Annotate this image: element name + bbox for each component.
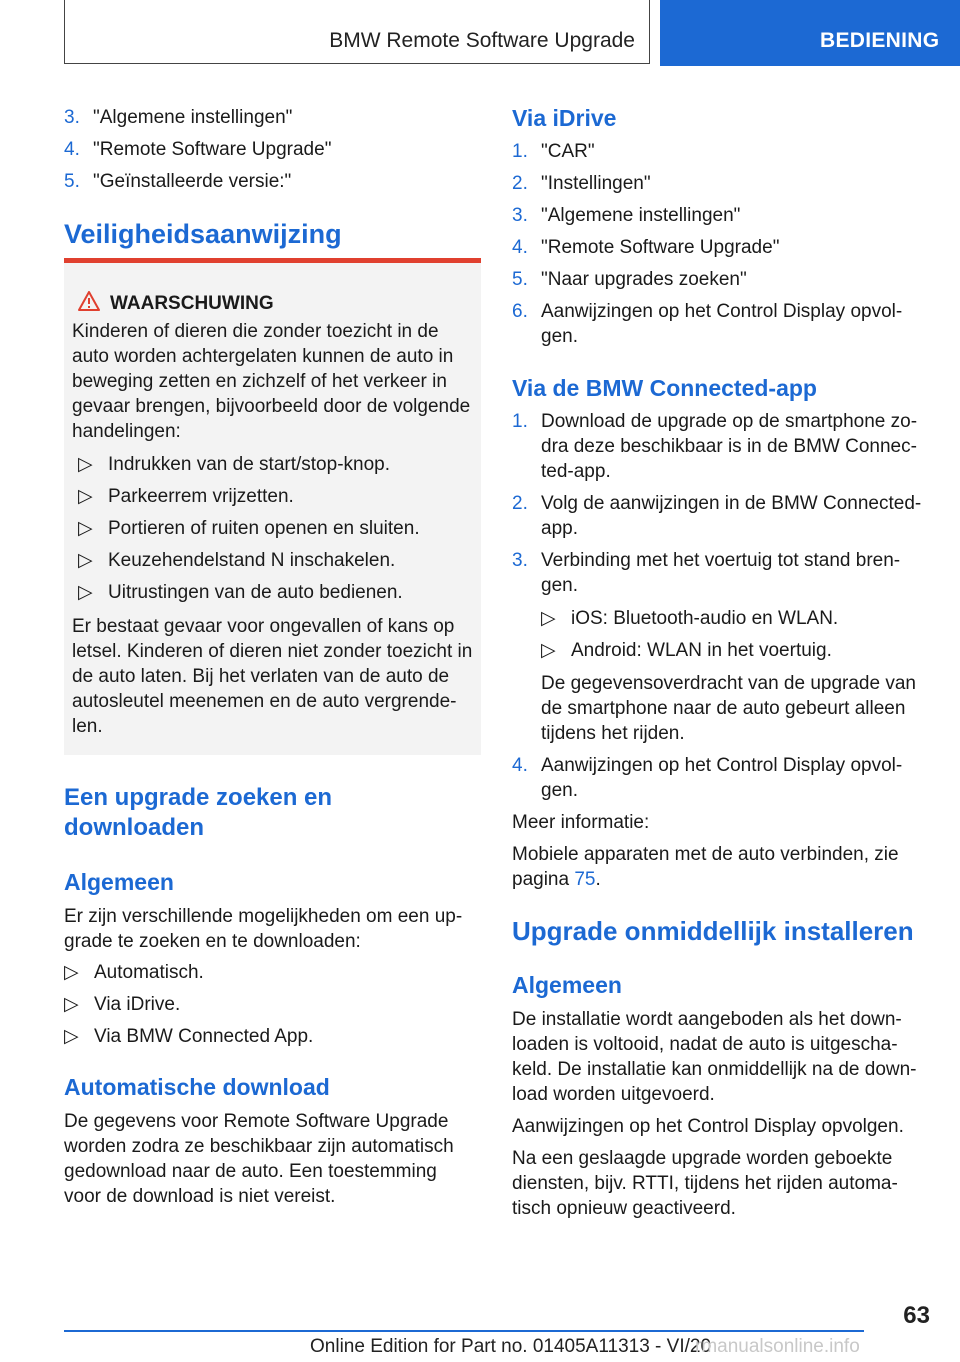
bullet-triangle-icon: ▷ xyxy=(78,454,93,475)
list-text: "Naar upgrades zoeken" xyxy=(541,269,747,290)
list-number: 2. xyxy=(512,493,528,514)
bullet-text: Parkeerrem vrijzetten. xyxy=(108,486,294,507)
warning-text-line: autosleutel meenemen en de auto vergrende- xyxy=(72,691,457,712)
list-text: Volg de aanwijzingen in de BMW Connected- xyxy=(541,493,922,514)
option-text: Via iDrive. xyxy=(94,994,181,1015)
bullet-triangle-icon: ▷ xyxy=(78,582,93,603)
page-header xyxy=(0,0,960,66)
bullet-text: iOS: Bluetooth-audio en WLAN. xyxy=(571,608,839,629)
bullet-triangle-icon: ▷ xyxy=(64,962,79,983)
install-text-line: loaden is voltooid, nadat de auto is uitgescha- xyxy=(512,1034,898,1055)
note-text-line: tijdens het rijden. xyxy=(541,723,685,744)
bullet-text: Keuzehendelstand N inschakelen. xyxy=(108,550,396,571)
list-number: 4. xyxy=(64,139,80,160)
warning-text-line: gevaar brengen, bijvoorbeeld door de volgende xyxy=(72,396,471,417)
auto-download-heading: Automatische download xyxy=(64,1074,330,1100)
bullet-triangle-icon: ▷ xyxy=(64,994,79,1015)
list-text: Aanwijzingen op het Control Display opvol- xyxy=(541,755,903,776)
header-title-box xyxy=(64,0,650,64)
warning-text-line: auto worden achtergelaten kunnen de auto in xyxy=(72,346,454,367)
list-text-continued: dra deze beschikbaar is in de BMW Connec- xyxy=(541,436,917,457)
warning-triangle-icon xyxy=(78,291,100,311)
auto-text-line: voor de download is niet vereist. xyxy=(64,1186,336,1207)
search-heading-line: downloaden xyxy=(64,814,204,841)
general-text-line: Er zijn verschillende mogelijkheden om een up- xyxy=(64,906,463,927)
general-text-line: grade te zoeken en te downloaden: xyxy=(64,931,361,952)
option-text: Via BMW Connected App. xyxy=(94,1026,314,1047)
bullet-text: Indrukken van de start/stop-knop. xyxy=(108,454,390,475)
footer-edition: Online Edition for Part no. 01405A11313 - VI/20 xyxy=(310,1336,712,1357)
list-text-continued: ted-app. xyxy=(541,461,611,482)
install-text-line: keld. De installatie kan onmiddellijk na de down- xyxy=(512,1059,917,1080)
install-text-line: Na een geslaagde upgrade worden geboekte xyxy=(512,1148,893,1169)
bullet-triangle-icon: ▷ xyxy=(78,486,93,507)
note-text-line: de smartphone naar de auto gebeurt alleen xyxy=(541,698,906,719)
install-heading: Upgrade onmiddellijk installeren xyxy=(512,916,914,946)
list-text: Verbinding met het voertuig tot stand bren- xyxy=(541,550,901,571)
bullet-triangle-icon: ▷ xyxy=(541,640,556,661)
list-text: Download de upgrade op de smartphone zo- xyxy=(541,411,918,432)
warning-title: WAARSCHUWING xyxy=(110,293,274,314)
bullet-triangle-icon: ▷ xyxy=(64,1026,79,1047)
warning-text-line: handelingen: xyxy=(72,421,181,442)
list-text-continued: app. xyxy=(541,518,578,539)
more-info-label: Meer informatie: xyxy=(512,812,650,833)
install-text-line: tisch opnieuw geactiveerd. xyxy=(512,1198,736,1219)
list-text: Aanwijzingen op het Control Display opvol- xyxy=(541,301,903,322)
install-text-line: diensten, bijv. RTTI, tijdens het rijden automa- xyxy=(512,1173,898,1194)
warning-text-line: beweging zetten en zichzelf of het verkeer in xyxy=(72,371,447,392)
warning-text-line: Er bestaat gevaar voor ongevallen of kans op xyxy=(72,616,455,637)
search-heading-line: Een upgrade zoeken en xyxy=(64,784,333,811)
page-ref-prefix: pagina xyxy=(512,869,575,890)
auto-text-line: worden zodra ze beschikbaar zijn automatisch xyxy=(64,1136,454,1157)
list-number: 3. xyxy=(512,550,528,571)
page-ref-suffix: . xyxy=(595,869,601,890)
footer-watermark: rmanualsonline.info xyxy=(695,1336,860,1357)
note-text-line: De gegevensoverdracht van de upgrade van xyxy=(541,673,916,694)
option-text: Automatisch. xyxy=(94,962,204,983)
page-link[interactable]: 75 xyxy=(574,869,596,890)
footer-divider xyxy=(64,1330,864,1332)
header-section-tab xyxy=(660,0,960,66)
auto-text-line: De gegevens voor Remote Software Upgrade xyxy=(64,1111,449,1132)
bullet-triangle-icon: ▷ xyxy=(78,550,93,571)
page-number: 63 xyxy=(903,1302,930,1329)
list-number: 1. xyxy=(512,141,528,162)
list-text: "Remote Software Upgrade" xyxy=(541,237,780,258)
warning-text-line: Kinderen of dieren die zonder toezicht in de xyxy=(72,321,439,342)
install-general-heading: Algemeen xyxy=(512,972,622,998)
list-number: 3. xyxy=(512,205,528,226)
auto-text-line: gedownload naar de auto. Een toestemming xyxy=(64,1161,437,1182)
bullet-text: Uitrustingen van de auto bedienen. xyxy=(108,582,403,603)
warning-text-line: de auto laten. Bij het verlaten van de auto de xyxy=(72,666,450,687)
list-text: "Geïnstalleerde versie:" xyxy=(93,171,292,192)
list-text-continued: gen. xyxy=(541,780,578,801)
more-info-text: Mobiele apparaten met de auto verbinden, zie xyxy=(512,844,899,865)
install-text-line: load worden uitgevoerd. xyxy=(512,1084,715,1105)
list-text-continued: gen. xyxy=(541,575,578,596)
list-number: 3. xyxy=(64,107,80,128)
list-number: 5. xyxy=(512,269,528,290)
list-number: 1. xyxy=(512,411,528,432)
app-heading: Via de BMW Connected-app xyxy=(512,375,817,401)
list-text: "CAR" xyxy=(541,141,595,162)
bullet-text: Portieren of ruiten openen en sluiten. xyxy=(108,518,420,539)
idrive-heading: Via iDrive xyxy=(512,105,617,131)
list-text: "Algemene instellingen" xyxy=(541,205,741,226)
list-number: 4. xyxy=(512,755,528,776)
general-heading: Algemeen xyxy=(64,869,174,895)
list-number: 2. xyxy=(512,173,528,194)
list-text-continued: gen. xyxy=(541,326,578,347)
warning-text-line: len. xyxy=(72,716,103,737)
bullet-triangle-icon: ▷ xyxy=(541,608,556,629)
list-text: "Remote Software Upgrade" xyxy=(93,139,332,160)
list-text: "Instellingen" xyxy=(541,173,651,194)
list-text: "Algemene instellingen" xyxy=(93,107,293,128)
header-section-label: BEDIENING xyxy=(820,29,940,52)
install-text-line: De installatie wordt aangeboden als het down- xyxy=(512,1009,902,1030)
safety-heading: Veiligheidsaanwijzing xyxy=(64,219,342,249)
warning-text-line: letsel. Kinderen of dieren niet zonder toezicht in xyxy=(72,641,473,662)
install-text-2: Aanwijzingen op het Control Display opvolgen. xyxy=(512,1116,904,1137)
more-info-page-ref xyxy=(512,867,601,892)
bullet-triangle-icon: ▷ xyxy=(78,518,93,539)
list-number: 4. xyxy=(512,237,528,258)
header-title: BMW Remote Software Upgrade xyxy=(329,29,635,52)
list-number: 6. xyxy=(512,301,528,322)
list-number: 5. xyxy=(64,171,80,192)
bullet-text: Android: WLAN in het voertuig. xyxy=(571,640,832,661)
